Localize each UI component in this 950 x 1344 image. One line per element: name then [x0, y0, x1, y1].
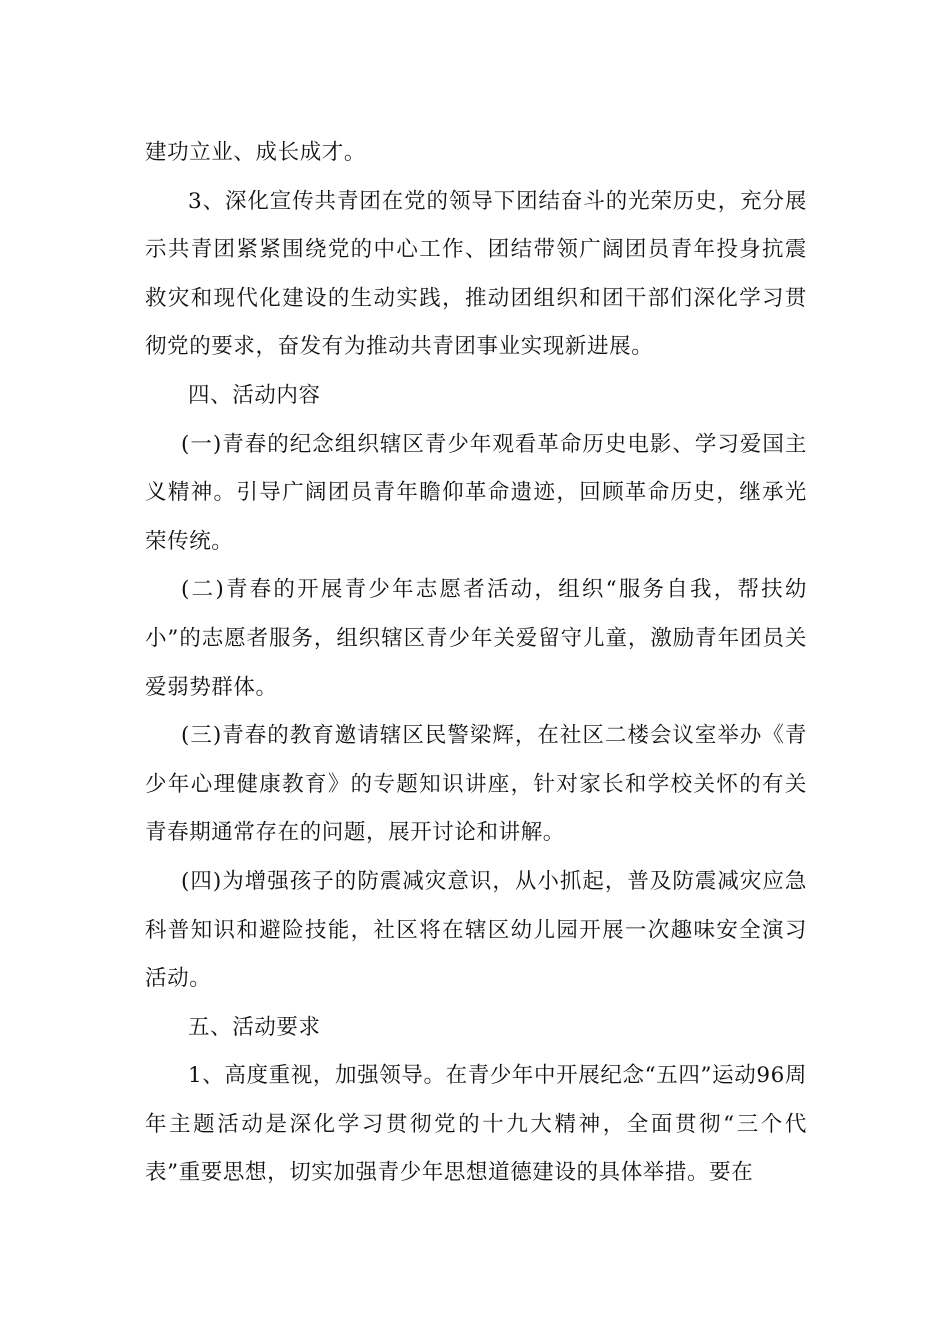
- section-heading-activity-content: 四、活动内容: [188, 382, 321, 408]
- section-heading-activity-requirements: 五、活动要求: [188, 1014, 321, 1040]
- paragraph-activity-2: (二)青春的开展青少年志愿者活动，组织“服务自我，帮扶幼小”的志愿者服务，组织辖区青少年关爱留守儿童，激励青年团员关爱弱势群体。: [145, 577, 807, 700]
- paragraph-activity-3: (三)青春的教育邀请辖区民警梁辉，在社区二楼会议室举办《青少年心理健康教育》的专题知识讲座，针对家长和学校关怀的有关青春期通常存在的问题，展开讨论和讲解。: [145, 723, 807, 846]
- paragraph-requirement-1: 1、高度重视，加强领导。在青少年中开展纪念“五四”运动96周年主题活动是深化学习贯彻党的十九大精神，全面贯彻“三个代表”重要思想，切实加强青少年思想道德建设的具体举措。要在: [145, 1063, 807, 1186]
- paragraph-item-3: 3、深化宣传共青团在党的领导下团结奋斗的光荣历史，充分展示共青团紧紧围绕党的中心工作、团结带领广阔团员青年投身抗震救灾和现代化建设的生动实践，推动团组织和团干部们深化学习贯彻党的要求，奋发有为推动共青团事业实现新进展。: [145, 188, 807, 360]
- document-body: [145, 129, 807, 1198]
- paragraph-activity-1: (一)青春的纪念组织辖区青少年观看革命历史电影、学习爱国主义精神。引导广阔团员青年瞻仰革命遗迹，回顾革命历史，继承光荣传统。: [145, 431, 807, 554]
- paragraph-continuation: 建功立业、成长成才。: [145, 140, 367, 165]
- paragraph-activity-4: (四)为增强孩子的防震减灾意识，从小抓起，普及防震减灾应急科普知识和避险技能，社区将在辖区幼儿园开展一次趣味安全演习活动。: [145, 868, 807, 992]
